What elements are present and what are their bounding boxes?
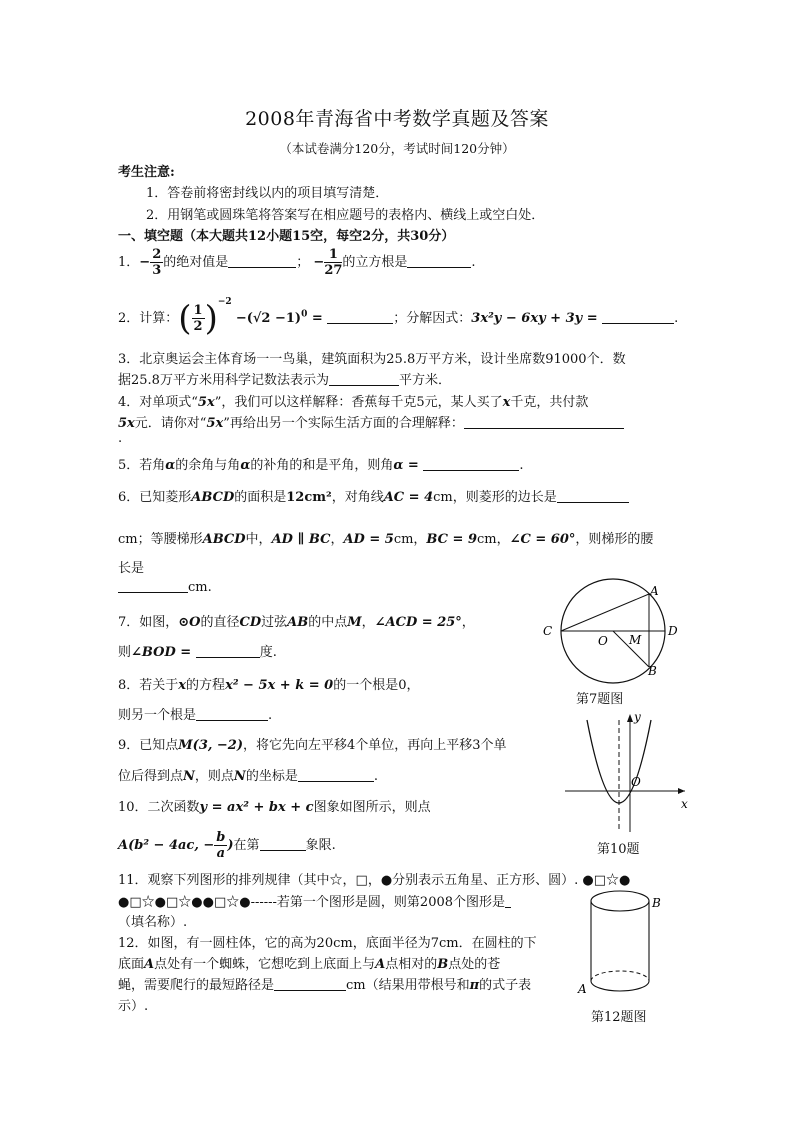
section-heading: 一、填空题（本大题共12小题15空，每空2分，共30分） (118, 229, 455, 244)
chord-ca (561, 594, 649, 631)
notice-item-1: 1．答卷前将密封线以内的项目填写清楚． (146, 186, 389, 201)
question-12-line-3: 蝇，需要爬行的最短路径是 cm（结果用带根号和π的式子表 (118, 978, 532, 993)
y-axis-arrow (627, 714, 633, 722)
label-a: A (650, 584, 659, 598)
cylinder-top (591, 891, 649, 911)
cylinder-bottom-front (591, 981, 649, 991)
page-subtitle: （本试卷满分120分，考试时间120分钟） (279, 141, 515, 156)
label-b: B (652, 896, 661, 910)
question-2: 2．计算：( $\frac{1}{2}$ )$^{-2} -(√2 -1)^0$ = ；分解因式：3x²y − 6xy + 3y = . (118, 297, 679, 339)
question-8-line-2: 则另一个根是 . (118, 708, 273, 723)
figure-12-cylinder-diagram (575, 885, 675, 1000)
label-m: M (629, 633, 642, 647)
label-d: D (668, 624, 678, 638)
label-o: O (598, 634, 608, 648)
question-4-line-1: 4．对单项式“5x”，我们可以这样解释：香蕉每千克5元，某人买了x千克，共付款 (118, 395, 589, 410)
question-6-line-1: 6．已知菱形ABCD的面积是12cm²，对角线AC = 4cm，则菱形的边长是 (118, 486, 629, 505)
label-y: y (634, 710, 641, 724)
question-12-line-1: 12．如图，有一圆柱体，它的高为20cm，底面半径为7cm．在圆柱的下 (118, 936, 537, 951)
question-11-line-2: ●□☆●□☆●●□☆●------若第一个图形是圆，则第2008个图形是 (118, 891, 511, 910)
figure-10-caption: 第10题 (597, 842, 640, 857)
question-8-line-1: 8．若关于x的方程x² − 5x + k = 0的一个根是0， (118, 678, 420, 693)
cylinder-bottom-back (591, 971, 649, 981)
question-7-line-1: 7．如图，⊙O的直径CD过弦AB的中点M，∠ACD = 25°， (118, 615, 475, 630)
question-12-line-2: 底面A点处有一个蜘蛛，它想吃到上底面上与A点相对的B点处的苍 (118, 957, 501, 972)
figure-7-caption: 第7题图 (576, 692, 624, 707)
page-title: 2008年青海省中考数学真题及答案 (245, 108, 549, 130)
question-5: 5．若角α的余角与角α的补角的和是平角，则角α = . (118, 458, 524, 473)
question-4-dot: . (118, 431, 123, 446)
question-9-line-2: 位后得到点N，则点N的坐标是 . (118, 769, 378, 784)
label-x: x (681, 797, 688, 811)
question-6-line-2: cm；等腰梯形ABCD中，AD ∥ BC，AD = 5cm，BC = 9cm，∠C = 60°，则梯形的腰 (118, 532, 654, 547)
question-3-line-1: 3．北京奥运会主体育场一一鸟巢，建筑面积为25.8万平方米，设计坐席数91000个．数 (118, 352, 626, 367)
figure-12-caption: 第12题图 (591, 1010, 647, 1025)
label-c: C (543, 624, 553, 638)
label-b: B (648, 664, 657, 678)
question-4-line-2: 5x元．请你对“5x”再给出另一个实际生活方面的合理解释： (118, 412, 624, 431)
question-11-line-3: （填名称）. (118, 915, 188, 930)
label-a: A (578, 982, 587, 996)
label-o: O (631, 775, 641, 789)
question-1: 1．− $\frac{2}{3}$ 的绝对值是 ； − $\frac{1}{27}$ 的立方根是 . (118, 247, 476, 278)
question-10-line-1: 10．二次函数y = ax² + bx + c图象如图所示，则点 (118, 800, 431, 815)
question-3-line-2: 据25.8万平方米用科学记数法表示为 平方米． (118, 373, 451, 388)
question-10-line-2: A(b² − 4ac, − $\frac{b}{a}$ )在第 象限. (118, 830, 336, 861)
notice-item-2: 2．用钢笔或圆珠笔将答案写在相应题号的表格内、横线上或空白处． (146, 208, 545, 223)
figure-7-circle-diagram (535, 575, 685, 685)
x-axis-arrow (678, 788, 685, 794)
question-12-line-4: 示）. (118, 999, 149, 1014)
question-7-line-2: 则∠BOD = 度. (118, 645, 277, 660)
question-6-line-3: 长是 (118, 561, 145, 576)
notice-heading: 考生注意: (118, 165, 175, 180)
question-11-line-1: 11．观察下列图形的排列规律（其中☆，□，●分别表示五角星、正方形、圆）. ●□☆● (118, 873, 631, 888)
figure-10-parabola-diagram (560, 710, 695, 835)
question-6-line-4: cm. (118, 580, 212, 595)
question-9-line-1: 9．已知点M(3, −2)，将它先向左平移4个单位，再向上平移3个单 (118, 738, 507, 753)
